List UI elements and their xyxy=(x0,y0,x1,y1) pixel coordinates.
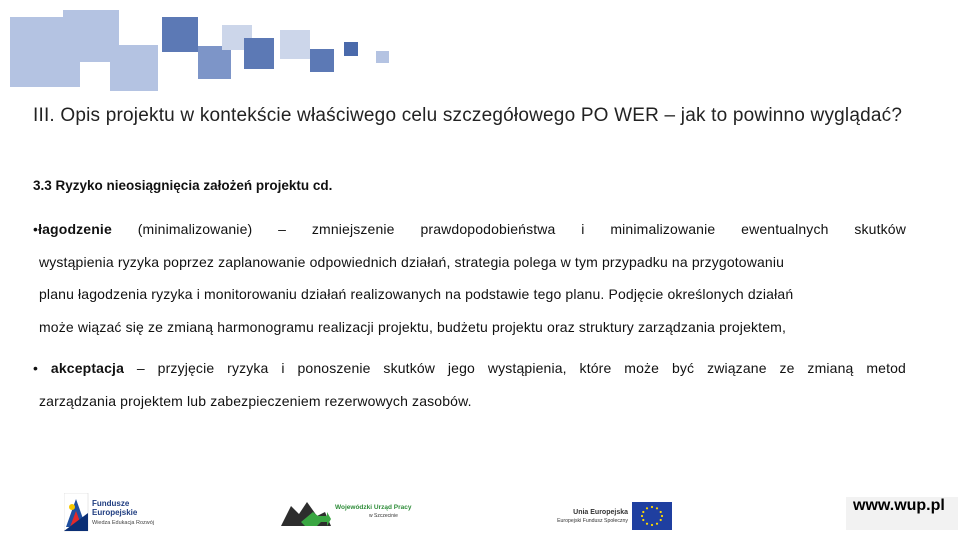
bullet-term: łagodzenie xyxy=(38,221,112,237)
bullet-line: zarządzania projektem lub zabezpieczeniem rezerwowych zasobów. xyxy=(39,392,472,409)
fundusze-europejskie-logo xyxy=(64,493,182,533)
decor-square xyxy=(344,42,358,56)
website-url[interactable]: www.wup.pl xyxy=(853,497,945,514)
wup-logo-subline: w Szczecinie xyxy=(369,513,398,519)
wup-szczecin-logo xyxy=(281,500,431,530)
slide-title: III. Opis projektu w kontekście właściwego celu szczegółowego PO WER – jak to powinno wyglądać? xyxy=(33,105,903,126)
eu-efs-logo xyxy=(536,500,676,532)
eu-logo-subline: Europejski Fundusz Społeczny xyxy=(557,518,628,524)
bullet-line: planu łagodzenia ryzyka i monitorowaniu działań realizowanych na podstawie tego planu. Podjęcie określonych działań xyxy=(39,286,794,302)
fe-logo-line: Europejskie xyxy=(92,508,138,517)
decor-square xyxy=(110,45,158,91)
wup-logo-icon xyxy=(281,500,331,528)
eu-logo-line: Unia Europejska xyxy=(573,509,628,516)
bullet-line: wystąpienia ryzyka poprzez zaplanowanie odpowiednich działań, strategia polega w tym przypadku na przygotowaniu xyxy=(39,253,785,270)
decor-square xyxy=(376,51,389,63)
decor-square xyxy=(310,49,334,72)
decor-square xyxy=(198,46,231,79)
bullet-mitigation xyxy=(33,213,906,343)
wup-logo-line: Wojewódzki Urząd Pracy xyxy=(335,504,412,511)
bullet-line xyxy=(33,213,906,246)
fe-logo-line: Fundusze xyxy=(92,499,130,508)
bullet-term: akceptacja xyxy=(50,360,125,376)
bullet-text: – przyjęcie ryzyka i ponoszenie skutków jego wystąpienia, które może być związane ze zmianą metod xyxy=(124,360,906,376)
decor-square xyxy=(244,38,274,69)
decor-square xyxy=(280,30,310,59)
bullet-line: może wiązać się ze zmianą harmonogramu realizacji projektu, budżetu projektu oraz struktury zarządzania projektem, xyxy=(39,318,786,335)
fe-logo-subline: Wiedza Edukacja Rozwój xyxy=(92,520,155,526)
fe-logo-icon xyxy=(64,493,90,533)
section-subtitle: 3.3 Ryzyko nieosiągnięcia założeń projektu cd. xyxy=(33,178,333,193)
bullet-marker: • xyxy=(33,360,39,376)
decor-square xyxy=(162,17,198,52)
bullet-acceptance xyxy=(33,352,906,417)
bullet-marker: • xyxy=(33,221,39,237)
bullet-line xyxy=(33,352,906,385)
eu-flag-icon xyxy=(632,502,672,530)
bullet-text: (minimalizowanie) – zmniejszenie prawdopodobieństwa i minimalizowanie ewentualnych skutków xyxy=(111,221,906,237)
